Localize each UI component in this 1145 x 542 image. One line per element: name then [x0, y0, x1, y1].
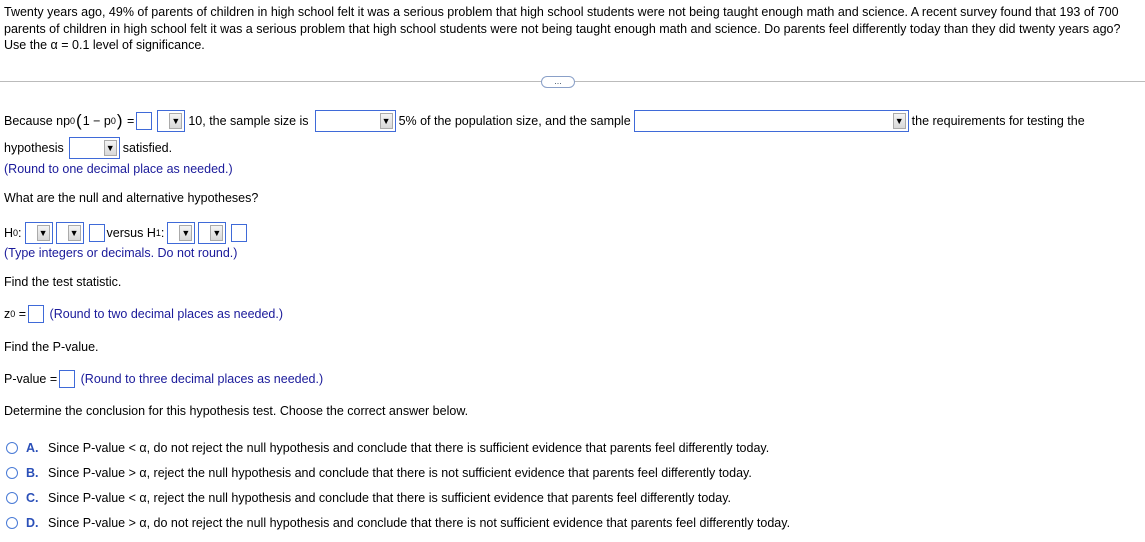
- option-text: Since P-value > α, do not reject the null hypothesis and conclude that there is not sufficient evidence that parents feel differently today.: [48, 516, 791, 530]
- label: 5% of the population size, and the sample: [398, 114, 631, 128]
- paren: ): [116, 111, 123, 130]
- hypotheses-prompt: What are the null and alternative hypotheses?: [4, 191, 259, 205]
- satisfied-dropdown[interactable]: [69, 137, 120, 159]
- subscript: 0: [110, 116, 116, 126]
- option-c[interactable]: [6, 491, 731, 505]
- label: the requirements for testing the: [911, 114, 1085, 128]
- option-text: Since P-value < α, reject the null hypothesis and conclude that there is sufficient evidence that parents feel differently today.: [48, 491, 731, 505]
- subscript: 1: [155, 228, 161, 238]
- subscript: 0: [70, 116, 76, 126]
- h0-parameter-dropdown[interactable]: [25, 222, 53, 244]
- requirements-dropdown[interactable]: [634, 110, 909, 132]
- label: hypothesis: [4, 141, 64, 155]
- h0-value-input[interactable]: [89, 224, 105, 242]
- test-statistic-prompt: Find the test statistic.: [4, 275, 122, 289]
- hypotheses-row: [4, 222, 249, 244]
- requirements-row: [4, 110, 1085, 132]
- subscript: 0: [10, 309, 16, 319]
- option-b[interactable]: [6, 466, 752, 480]
- h1-parameter-dropdown[interactable]: [167, 222, 195, 244]
- radio-button[interactable]: [6, 517, 18, 529]
- hypothesis-row: [4, 137, 172, 159]
- conclusion-prompt: Determine the conclusion for this hypothesis test. Choose the correct answer below.: [4, 404, 469, 418]
- pvalue-row: [4, 370, 323, 388]
- label: P-value =: [4, 372, 58, 386]
- chevron-down-icon: ▼: [210, 225, 223, 241]
- expand-button[interactable]: ...: [541, 76, 575, 88]
- label: satisfied.: [122, 141, 173, 155]
- chevron-down-icon: ▼: [893, 113, 906, 129]
- chevron-down-icon: ▼: [169, 113, 182, 129]
- radio-button[interactable]: [6, 442, 18, 454]
- hint: (Round to two decimal places as needed.): [49, 307, 284, 321]
- option-letter: A.: [26, 441, 39, 455]
- comparison-dropdown[interactable]: [157, 110, 185, 132]
- pvalue-input[interactable]: [59, 370, 75, 388]
- h1-value-input[interactable]: [231, 224, 247, 242]
- test-statistic-row: [4, 305, 283, 323]
- option-a[interactable]: [6, 441, 769, 455]
- chevron-down-icon: ▼: [68, 225, 81, 241]
- chevron-down-icon: ▼: [179, 225, 192, 241]
- option-letter: C.: [26, 491, 39, 505]
- label: z: [4, 307, 11, 321]
- z0-input[interactable]: [28, 305, 44, 323]
- chevron-down-icon: ▼: [104, 140, 117, 156]
- radio-button[interactable]: [6, 492, 18, 504]
- chevron-down-icon: ▼: [37, 225, 50, 241]
- label: H: [4, 226, 14, 240]
- label: :: [160, 226, 165, 240]
- label: :: [18, 226, 22, 240]
- label: versus H: [106, 226, 156, 240]
- h0-operator-dropdown[interactable]: [56, 222, 84, 244]
- label: 1 − p: [82, 114, 111, 128]
- question-text: Twenty years ago, 49% of parents of children in high school felt it was a serious problem that high school students were not being taught enough math and science. A recent survey found that 193 of 700 parents of children in high school felt it was a serious problem that high school students were not being taught enough math and science. Do parents feel differently today than they did twenty years ago? Use the α = 0.1 level of significance.: [4, 5, 1121, 52]
- label: Because np: [4, 114, 71, 128]
- chevron-down-icon: ▼: [380, 113, 393, 129]
- pvalue-prompt: Find the P-value.: [4, 340, 99, 354]
- round-hint: (Round to one decimal place as needed.): [4, 162, 233, 176]
- option-text: Since P-value > α, reject the null hypothesis and conclude that there is not sufficient evidence that parents feel differently today.: [48, 466, 752, 480]
- hint: (Round to three decimal places as needed.): [80, 372, 324, 386]
- option-d[interactable]: [6, 516, 790, 530]
- paren: (: [76, 111, 82, 130]
- label: 10, the sample size is: [188, 114, 309, 128]
- radio-button[interactable]: [6, 467, 18, 479]
- label: =: [18, 307, 27, 321]
- label: =: [127, 114, 135, 128]
- sample-size-dropdown[interactable]: [315, 110, 396, 132]
- option-letter: B.: [26, 466, 39, 480]
- option-text: Since P-value < α, do not reject the null hypothesis and conclude that there is sufficient evidence that parents feel differently today.: [48, 441, 770, 455]
- option-letter: D.: [26, 516, 39, 530]
- subscript: 0: [13, 228, 19, 238]
- h1-operator-dropdown[interactable]: [198, 222, 226, 244]
- np-input[interactable]: [136, 112, 152, 130]
- hypotheses-hint: (Type integers or decimals. Do not round.): [4, 246, 238, 260]
